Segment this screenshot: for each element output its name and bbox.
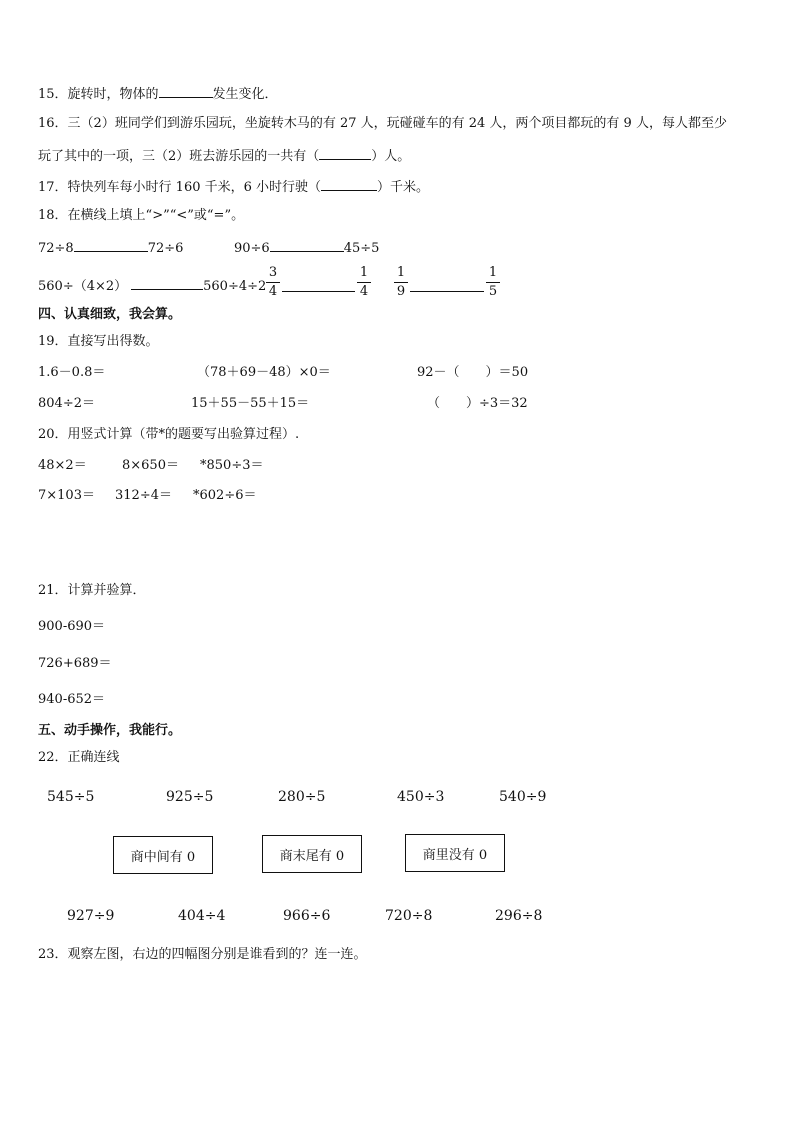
q18-expr: 560÷4÷2	[203, 279, 267, 294]
q19-item: （78＋69－48）×0＝	[197, 365, 331, 380]
q19-item: 15＋55－55＋15＝	[191, 396, 310, 411]
q19-title: 19．直接写出得数。	[38, 334, 159, 349]
q19-item: 1.6－0.8＝	[38, 365, 106, 380]
category-box-zero-end[interactable]	[262, 835, 362, 873]
q18-expr: 560÷（4×2）	[38, 279, 128, 294]
q22-title: 22．正确连线	[38, 750, 120, 765]
q19-item: 92－（ ）＝50	[417, 365, 529, 380]
fraction-denominator: 5	[488, 284, 498, 299]
q22-top-expr[interactable]: 540÷9	[499, 789, 547, 805]
fraction-numerator: 3	[268, 265, 278, 280]
q22-bottom-expr[interactable]: 404÷4	[178, 908, 226, 924]
question-16-line2	[38, 146, 410, 166]
q21-title: 21．计算并验算．	[38, 583, 146, 598]
q18-compare-blank[interactable]	[74, 238, 148, 252]
question-15	[38, 84, 278, 104]
q16-text-b: ）人。	[371, 149, 411, 164]
fraction-denominator: 4	[359, 284, 369, 299]
q21-item: 900-690＝	[38, 619, 106, 634]
q20-item: 312÷4＝	[115, 488, 172, 503]
fraction-1-4	[357, 265, 371, 300]
q19-item: 804÷2＝	[38, 396, 95, 411]
fraction-1-9	[394, 265, 408, 300]
q20-item: *602÷6＝	[193, 488, 257, 503]
box-label: 商中间有 0	[130, 849, 196, 865]
q20-item: *850÷3＝	[200, 458, 264, 473]
q22-bottom-expr[interactable]: 296÷8	[495, 908, 543, 924]
q20-item: 7×103＝	[38, 488, 95, 503]
q18-row1-left	[38, 238, 183, 258]
section-5-heading: 五、动手操作，我能行。	[38, 723, 182, 738]
q18-compare-blank[interactable]	[282, 291, 355, 292]
q15-text-b: 发生变化．	[212, 87, 278, 102]
q20-item: 48×2＝	[38, 458, 87, 473]
q21-item: 726+689＝	[38, 656, 112, 671]
section-4-heading: 四、认真细致，我会算。	[38, 307, 182, 322]
fraction-denominator: 4	[268, 284, 278, 299]
q20-item: 8×650＝	[122, 458, 179, 473]
fraction-numerator: 1	[488, 265, 498, 280]
q18-expr: 90÷6	[234, 241, 270, 256]
q17-text-a: 17．特快列车每小时行 160 千米，6 小时行驶（	[38, 180, 322, 195]
question-17	[38, 177, 429, 197]
q18-row2-left	[38, 276, 266, 296]
q21-item: 940-652＝	[38, 692, 106, 707]
q18-row1-right	[234, 238, 379, 258]
q16-text-a: 玩了其中的一项，三（2）班去游乐园的一共有（	[38, 149, 320, 164]
category-box-zero-middle[interactable]	[113, 836, 213, 874]
q18-expr: 45÷5	[343, 241, 380, 256]
q22-bottom-expr[interactable]: 927÷9	[67, 908, 115, 924]
fraction-numerator: 1	[396, 265, 406, 280]
q18-expr: 72÷8	[38, 241, 74, 256]
q18-compare-blank[interactable]	[410, 291, 484, 292]
q18-compare-blank[interactable]	[131, 276, 203, 290]
q20-title: 20．用竖式计算（带*的题要写出验算过程）.	[38, 427, 300, 442]
q15-answer-blank[interactable]	[159, 84, 213, 98]
q22-top-expr[interactable]: 545÷5	[47, 789, 95, 805]
fraction-1-5	[486, 265, 500, 300]
q22-top-expr[interactable]: 280÷5	[278, 789, 326, 805]
q18-title: 18．在横线上填上“>”“<”或“=”。	[38, 208, 245, 223]
box-label: 商里没有 0	[422, 847, 488, 863]
q22-top-expr[interactable]: 925÷5	[166, 789, 214, 805]
fraction-3-4	[266, 265, 280, 300]
fraction-denominator: 9	[396, 284, 406, 299]
q18-compare-blank[interactable]	[270, 238, 344, 252]
q17-text-b: ）千米。	[377, 180, 430, 195]
q22-bottom-expr[interactable]: 966÷6	[283, 908, 331, 924]
q22-top-expr[interactable]: 450÷3	[397, 789, 445, 805]
fraction-numerator: 1	[359, 265, 369, 280]
box-label: 商末尾有 0	[279, 848, 345, 864]
q16-line1: 16．三（2）班同学们到游乐园玩，坐旋转木马的有 27 人，玩碰碰车的有 24 人，两个项目都玩的有 9 人，每人都至少	[38, 116, 727, 131]
q18-expr: 72÷6	[147, 241, 184, 256]
q16-answer-blank[interactable]	[319, 146, 371, 160]
q22-bottom-expr[interactable]: 720÷8	[385, 908, 433, 924]
q15-text-a: 15．旋转时，物体的	[38, 87, 159, 102]
q19-item: （ ）÷3＝32	[427, 396, 528, 411]
q17-answer-blank[interactable]	[321, 177, 377, 191]
q23-title: 23．观察左图，右边的四幅图分别是谁看到的？连一连。	[38, 947, 367, 962]
category-box-no-zero[interactable]	[405, 834, 505, 872]
